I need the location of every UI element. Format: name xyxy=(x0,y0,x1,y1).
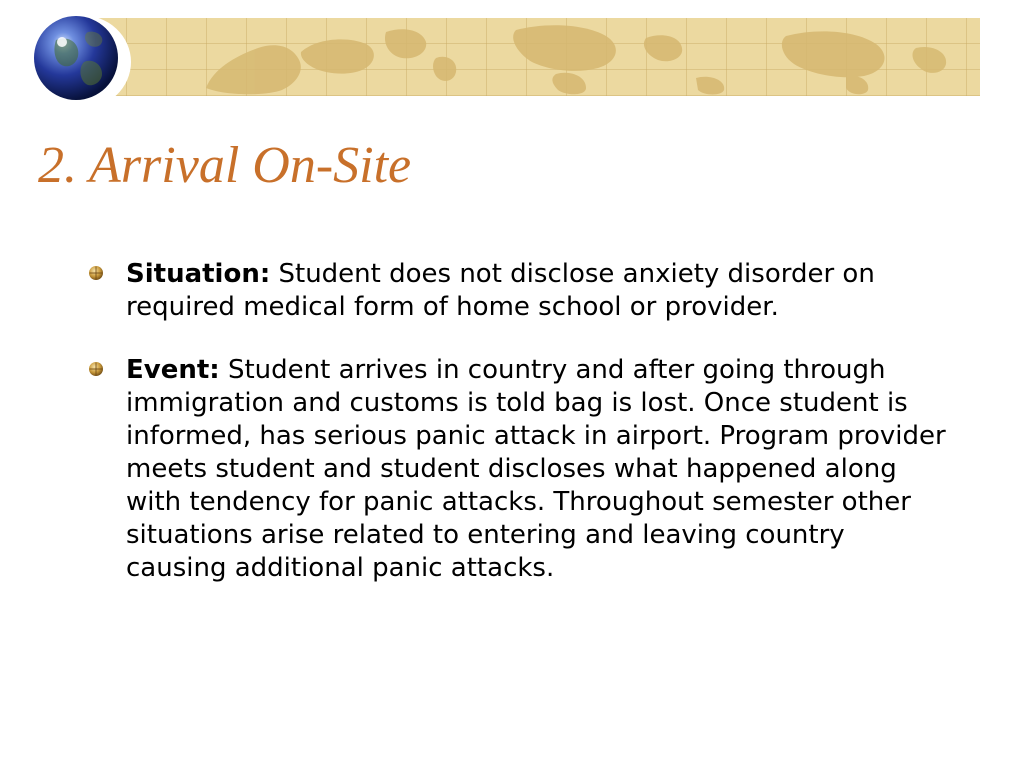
world-map-banner xyxy=(86,18,980,96)
globe-icon xyxy=(26,10,132,110)
bullet-label: Situation: xyxy=(126,259,271,289)
bullet-orb-icon xyxy=(88,361,104,377)
bullet-text: Student arrives in country and after going through immigration and customs is told bag is lost. Once student is informed, has serious panic attack in airport. Program provider meets student and student discloses what happened along with tendency for panic attacks. Throughout semester other situations arise related to entering and leaving country causing additional panic attacks. xyxy=(126,355,946,583)
world-map-graphic xyxy=(86,18,980,96)
bullet-label: Event: xyxy=(126,355,220,385)
bullet-item-situation xyxy=(88,258,948,324)
bullet-text: Student does not disclose anxiety disorder on required medical form of home school or provider. xyxy=(126,259,875,322)
slide-title: 2. Arrival On-Site xyxy=(38,137,412,194)
bullet-item-event xyxy=(88,354,948,585)
bullet-list xyxy=(88,258,948,615)
bullet-orb-icon xyxy=(88,265,104,281)
